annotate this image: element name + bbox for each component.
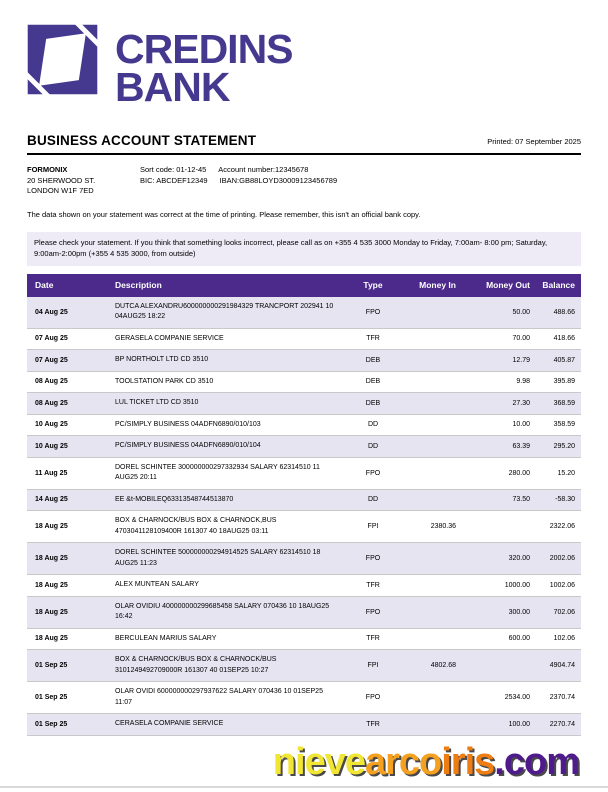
cell-description: CERASELA COMPANIE SERVICE <box>111 714 352 736</box>
cell-money-in <box>394 436 460 458</box>
bank-name-line2: BANK <box>115 64 230 111</box>
contact-note: Please check your statement. If you think that something looks incorrect, please call as on +355 4 535 3000 Monday to Friday, 7:00am- 8:00 pm; Saturday, 9:00am-2:00pm (+355 4 535 3000, from outside) <box>27 232 581 266</box>
statement-note: The data shown on your statement was correct at the time of printing. Please remember, this isn't an official bank copy. <box>27 209 421 219</box>
cell-date: 18 Aug 25 <box>27 543 111 575</box>
cell-money-out: 1000.00 <box>460 575 538 597</box>
cell-type: TFR <box>352 575 394 597</box>
cell-type: DD <box>352 414 394 436</box>
table-row <box>27 328 581 350</box>
cell-date: 18 Aug 25 <box>27 628 111 650</box>
page-bottom-rule <box>0 786 608 788</box>
cell-money-in <box>394 543 460 575</box>
cell-balance: -58.30 <box>538 489 581 511</box>
cell-balance: 405.87 <box>538 350 581 372</box>
cell-date: 10 Aug 25 <box>27 436 111 458</box>
cell-money-out: 70.00 <box>460 328 538 350</box>
cell-money-out: 2534.00 <box>460 682 538 714</box>
cell-date: 14 Aug 25 <box>27 489 111 511</box>
bank-name <box>115 21 293 111</box>
cell-balance: 418.66 <box>538 328 581 350</box>
cell-money-in <box>394 371 460 393</box>
table-row <box>27 297 581 329</box>
cell-money-in: 4802.68 <box>394 650 460 682</box>
cell-description: PC/SIMPLY BUSINESS 04ADFN6890/010/104 <box>111 436 352 458</box>
account-codes <box>140 165 337 197</box>
cell-money-in <box>394 628 460 650</box>
column-header-money-out: Money Out <box>460 274 538 297</box>
cell-money-in <box>394 350 460 372</box>
table-row <box>27 371 581 393</box>
cell-money-out: 100.00 <box>460 714 538 736</box>
cell-date: 04 Aug 25 <box>27 297 111 329</box>
cell-type: TFR <box>352 714 394 736</box>
cell-date: 10 Aug 25 <box>27 414 111 436</box>
cell-description: OLAR OVIDI 600000000297937622 SALARY 070436 10 01SEP25 11:07 <box>111 682 352 714</box>
iban: IBAN:GB88LOYD30009123456789 <box>219 175 338 185</box>
cell-type: DEB <box>352 371 394 393</box>
cell-balance: 2270.74 <box>538 714 581 736</box>
cell-date: 18 Aug 25 <box>27 511 111 543</box>
cell-date: 07 Aug 25 <box>27 328 111 350</box>
cell-money-out: 320.00 <box>460 543 538 575</box>
table-row <box>27 596 581 628</box>
cell-type: FPO <box>352 596 394 628</box>
column-header-type: Type <box>352 274 394 297</box>
table-body <box>27 297 581 736</box>
watermark-part2: arco <box>364 740 442 783</box>
cell-type: FPO <box>352 543 394 575</box>
address-line1: 20 SHERWOOD ST. <box>27 175 96 185</box>
cell-type: DEB <box>352 393 394 415</box>
watermark-part4: .com <box>494 740 579 783</box>
cell-type: FPO <box>352 297 394 329</box>
cell-type: TFR <box>352 328 394 350</box>
cell-balance: 4904.74 <box>538 650 581 682</box>
cell-type: DD <box>352 489 394 511</box>
table-row <box>27 489 581 511</box>
table-row <box>27 393 581 415</box>
cell-money-in <box>394 457 460 489</box>
cell-money-out: 73.50 <box>460 489 538 511</box>
cell-type: FPI <box>352 511 394 543</box>
column-header-description: Description <box>111 274 352 297</box>
table-row <box>27 414 581 436</box>
cell-balance: 2322.06 <box>538 511 581 543</box>
cell-description: ALEX MUNTEAN SALARY <box>111 575 352 597</box>
cell-money-out: 9.98 <box>460 371 538 393</box>
table-row <box>27 350 581 372</box>
cell-description: DOREL SCHINTEE 500000000294914525 SALARY 62314510 18 AUG25 11:23 <box>111 543 352 575</box>
transactions-table <box>27 274 581 736</box>
cell-type: FPO <box>352 682 394 714</box>
cell-money-out: 280.00 <box>460 457 538 489</box>
credins-logo-icon <box>27 21 98 98</box>
cell-balance: 488.66 <box>538 297 581 329</box>
cell-description: BOX & CHARNOCK/BUS BOX & CHARNOCK,BUS 4703041128109400R 161307 40 18AUG25 03:11 <box>111 511 352 543</box>
cell-balance: 2002.06 <box>538 543 581 575</box>
bic: BIC: ABCDEF12349 <box>140 175 208 185</box>
cell-balance: 358.59 <box>538 414 581 436</box>
table-row <box>27 682 581 714</box>
cell-money-in <box>394 297 460 329</box>
column-header-money-in: Money In <box>394 274 460 297</box>
cell-balance: 368.59 <box>538 393 581 415</box>
cell-date: 18 Aug 25 <box>27 575 111 597</box>
cell-balance: 702.06 <box>538 596 581 628</box>
cell-money-in <box>394 575 460 597</box>
cell-type: FPO <box>352 457 394 489</box>
cell-balance: 102.06 <box>538 628 581 650</box>
account-number: Account number:12345678 <box>218 165 309 175</box>
table-row <box>27 543 581 575</box>
cell-description: LUL TICKET LTD CD 3510 <box>111 393 352 415</box>
cell-description: OLAR OVIDIU 400000000299685458 SALARY 070436 10 18AUG25 16:42 <box>111 596 352 628</box>
sort-code: Sort code: 01-12-45 <box>140 165 207 175</box>
cell-money-out: 63.39 <box>460 436 538 458</box>
account-holder: FORMONIX <box>27 165 68 175</box>
watermark-part1: nieve <box>272 740 365 783</box>
cell-description: DUTCA ALEXANDRU600000000291984329 TRANCPORT 202941 10 04AUG25 18:22 <box>111 297 352 329</box>
cell-money-out: 600.00 <box>460 628 538 650</box>
cell-money-out: 27.30 <box>460 393 538 415</box>
account-info <box>27 165 581 197</box>
column-header-balance: Balance <box>538 274 581 297</box>
address-line2: LONDON W1F 7ED <box>27 186 94 196</box>
cell-date: 18 Aug 25 <box>27 596 111 628</box>
cell-money-out: 50.00 <box>460 297 538 329</box>
table-row <box>27 714 581 736</box>
table-row <box>27 436 581 458</box>
printed-date: Printed: 07 September 2025 <box>487 137 581 147</box>
cell-balance: 1002.06 <box>538 575 581 597</box>
cell-description: BERCULEAN MARIUS SALARY <box>111 628 352 650</box>
cell-money-out: 12.79 <box>460 350 538 372</box>
cell-date: 01 Sep 25 <box>27 682 111 714</box>
account-holder-address <box>27 165 140 197</box>
cell-description: BP NORTHOLT LTD CD 3510 <box>111 350 352 372</box>
page-title: BUSINESS ACCOUNT STATEMENT <box>27 133 257 149</box>
cell-money-in <box>394 328 460 350</box>
table-row <box>27 628 581 650</box>
cell-balance: 395.89 <box>538 371 581 393</box>
cell-date: 08 Aug 25 <box>27 393 111 415</box>
cell-date: 08 Aug 25 <box>27 371 111 393</box>
cell-type: DD <box>352 436 394 458</box>
brand-header <box>27 0 581 111</box>
statement-title-row <box>27 133 581 155</box>
column-header-date: Date <box>27 274 111 297</box>
table-row <box>27 457 581 489</box>
table-header <box>27 274 581 297</box>
cell-money-out: 10.00 <box>460 414 538 436</box>
watermark <box>27 741 581 784</box>
cell-money-in <box>394 489 460 511</box>
cell-description: DOREL SCHINTEE 300000000297332934 SALARY 62314510 11 AUG25 20:11 <box>111 457 352 489</box>
cell-type: DEB <box>352 350 394 372</box>
cell-money-out <box>460 650 538 682</box>
cell-balance: 15.20 <box>538 457 581 489</box>
cell-date: 01 Sep 25 <box>27 650 111 682</box>
table-row <box>27 575 581 597</box>
cell-date: 11 Aug 25 <box>27 457 111 489</box>
cell-description: PC/SIMPLY BUSINESS 04ADFN6890/010/103 <box>111 414 352 436</box>
bank-name-line1: CREDINS <box>115 26 293 72</box>
cell-balance: 2370.74 <box>538 682 581 714</box>
cell-money-in <box>394 596 460 628</box>
cell-date: 01 Sep 25 <box>27 714 111 736</box>
watermark-part3: iris <box>441 740 495 783</box>
cell-money-out <box>460 511 538 543</box>
cell-money-in: 2380.36 <box>394 511 460 543</box>
cell-money-in <box>394 393 460 415</box>
cell-description: EE &t-MOBILEQ63313548744513870 <box>111 489 352 511</box>
cell-balance: 295.20 <box>538 436 581 458</box>
cell-type: TFR <box>352 628 394 650</box>
table-row <box>27 650 581 682</box>
cell-description: GERASELA COMPANIE SERVICE <box>111 328 352 350</box>
cell-type: FPI <box>352 650 394 682</box>
cell-money-in <box>394 414 460 436</box>
cell-money-in <box>394 682 460 714</box>
table-row <box>27 511 581 543</box>
cell-money-in <box>394 714 460 736</box>
cell-description: BOX & CHARNOCK/BUS BOX & CHARNOCK/BUS 3101249492709000R 161307 40 01SEP25 10:27 <box>111 650 352 682</box>
cell-date: 07 Aug 25 <box>27 350 111 372</box>
cell-money-out: 300.00 <box>460 596 538 628</box>
cell-description: TOOLSTATION PARK CD 3510 <box>111 371 352 393</box>
